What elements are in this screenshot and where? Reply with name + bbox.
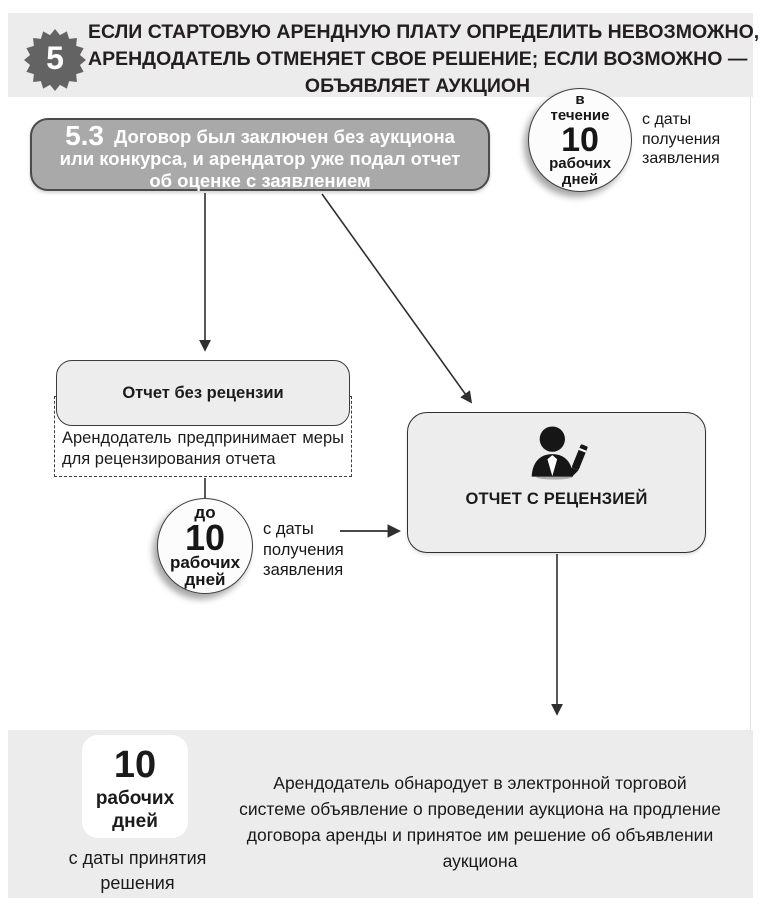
report-with-review-label: ОТЧЕТ С РЕЦЕНЗИЕЙ	[465, 490, 648, 508]
timer-unit: рабочих дней	[549, 155, 611, 188]
report-with-review-box	[407, 412, 706, 553]
step-box-line: или конкурса, и арендатор уже подал отчет	[59, 148, 461, 169]
step-number: 5	[46, 39, 64, 76]
footer-announcement	[225, 770, 735, 874]
timer-circle-top	[528, 88, 632, 192]
reviewer-with-pencil-icon	[408, 426, 705, 488]
header-band	[8, 13, 760, 97]
footer-announcement-line: аукциона	[442, 851, 518, 871]
step-number-badge	[24, 29, 86, 91]
footer-days-value: 10	[113, 744, 157, 786]
timer-circle-mid	[157, 498, 253, 594]
footer-announcement-line: Арендодатель обнародует в электронной торговой	[273, 773, 687, 793]
step-box-text: Договор был заключен без аукциона	[114, 126, 455, 147]
footer-days-caption: с даты принятия решения	[68, 848, 207, 893]
timer-prefix: до	[194, 503, 216, 522]
timer-prefix: в течение	[550, 91, 610, 124]
footer-announcement-line: системе объявление о проведении аукциона на продление	[239, 799, 721, 819]
footer-days-unit: рабочих дней	[95, 788, 175, 832]
page-edge-line	[750, 97, 751, 730]
page-title-line: ЕСЛИ СТАРТОВУЮ АРЕНДНУЮ ПЛАТУ ОПРЕДЕЛИТЬ НЕВОЗМОЖНО,	[88, 21, 760, 43]
timer-value: 10	[561, 121, 599, 159]
timer-unit: рабочих дней	[169, 553, 241, 589]
page-title	[88, 19, 760, 100]
timer-value: 10	[184, 517, 226, 558]
timer-caption-top: с даты получения заявления	[642, 111, 721, 167]
step-box-number: 5.3	[65, 120, 104, 151]
page-title-line: АРЕНДОДАТЕЛЬ ОТМЕНЯЕТ СВОЕ РЕШЕНИЕ; ЕСЛИ ВОЗМОЖНО —	[88, 48, 748, 70]
step-box-line	[32, 120, 488, 151]
footer-days-card	[82, 735, 188, 838]
timer-caption-mid: с даты получения заявления	[263, 520, 344, 579]
landlord-measures-text: Арендодатель предпринимает меры для рецензирования отчета	[62, 429, 344, 468]
report-without-review-box: Отчет без рецензии	[56, 360, 350, 426]
page-title-line: ОБЪЯВЛЯЕТ АУКЦИОН	[304, 75, 531, 97]
step-5-3-box	[30, 118, 490, 191]
step-box-line: об оценке с заявлением	[149, 170, 371, 191]
footer-announcement-line: договора аренды и принятое им решение об объявлении	[246, 825, 714, 845]
